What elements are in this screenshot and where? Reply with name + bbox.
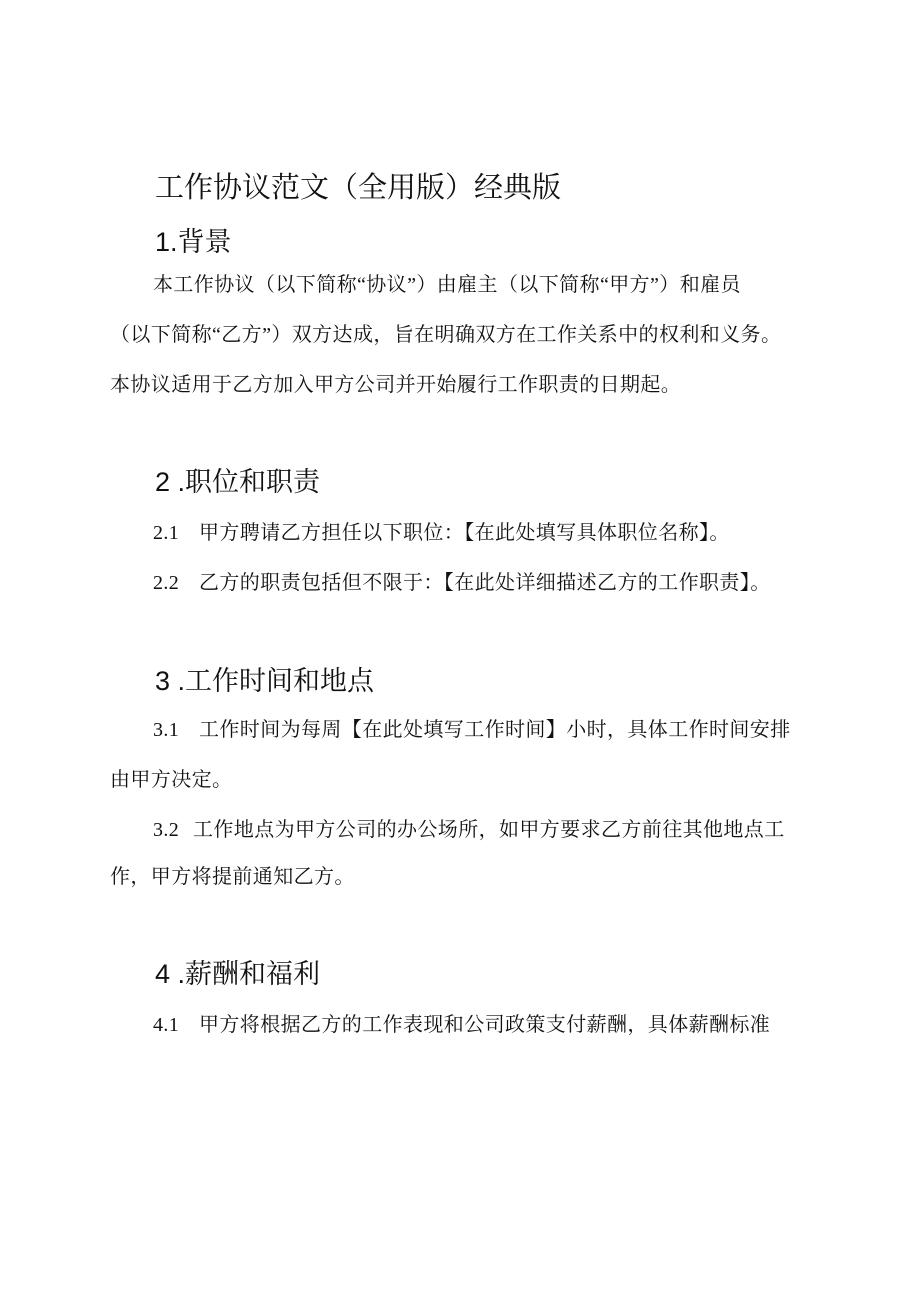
clause-number: 2.1 [153,522,180,544]
clause-item [153,568,771,598]
clause-item [153,518,730,548]
clause-text: 工作时间为每周【在此处填写工作时间】小时，具体工作时间安排 [199,719,791,741]
paragraph-line: 本工作协议（以下简称“协议”）由雇主（以下简称“甲方”）和雇员 [153,274,741,296]
section-heading-position-duties: 2 .职位和职责 [155,467,321,497]
clause-continuation: 作，甲方将提前通知乙方。 [110,866,355,888]
section-heading-compensation: 4 .薪酬和福利 [155,959,321,989]
clause-item [153,715,791,745]
clause-item [153,1010,770,1040]
clause-text: 甲方将根据乙方的工作表现和公司政策支付薪酬，具体薪酬标准 [199,1014,771,1036]
paragraph-line: 本协议适用于乙方加入甲方公司并开始履行工作职责的日期起。 [110,374,682,396]
clause-text: 乙方的职责包括但不限于：【在此处详细描述乙方的工作职责】。 [199,572,771,594]
clause-item [153,815,785,845]
clause-number: 2.2 [153,572,180,594]
clause-number: 3.1 [153,719,180,741]
clause-text: 工作地点为甲方公司的办公场所，如甲方要求乙方前往其他地点工 [193,819,785,841]
clause-number: 3.2 [153,819,180,841]
section-heading-hours-location: 3 .工作时间和地点 [155,666,375,696]
paragraph-line: （以下简称“乙方”）双方达成，旨在明确双方在工作关系中的权利和义务。 [110,324,782,346]
clause-number: 4.1 [153,1014,180,1036]
clause-continuation: 由甲方决定。 [110,769,233,791]
document-title: 工作协议范文（全用版）经典版 [155,172,562,204]
clause-text: 甲方聘请乙方担任以下职位：【在此处填写具体职位名称】。 [199,522,730,544]
section-heading-background: 1.背景 [155,227,232,257]
